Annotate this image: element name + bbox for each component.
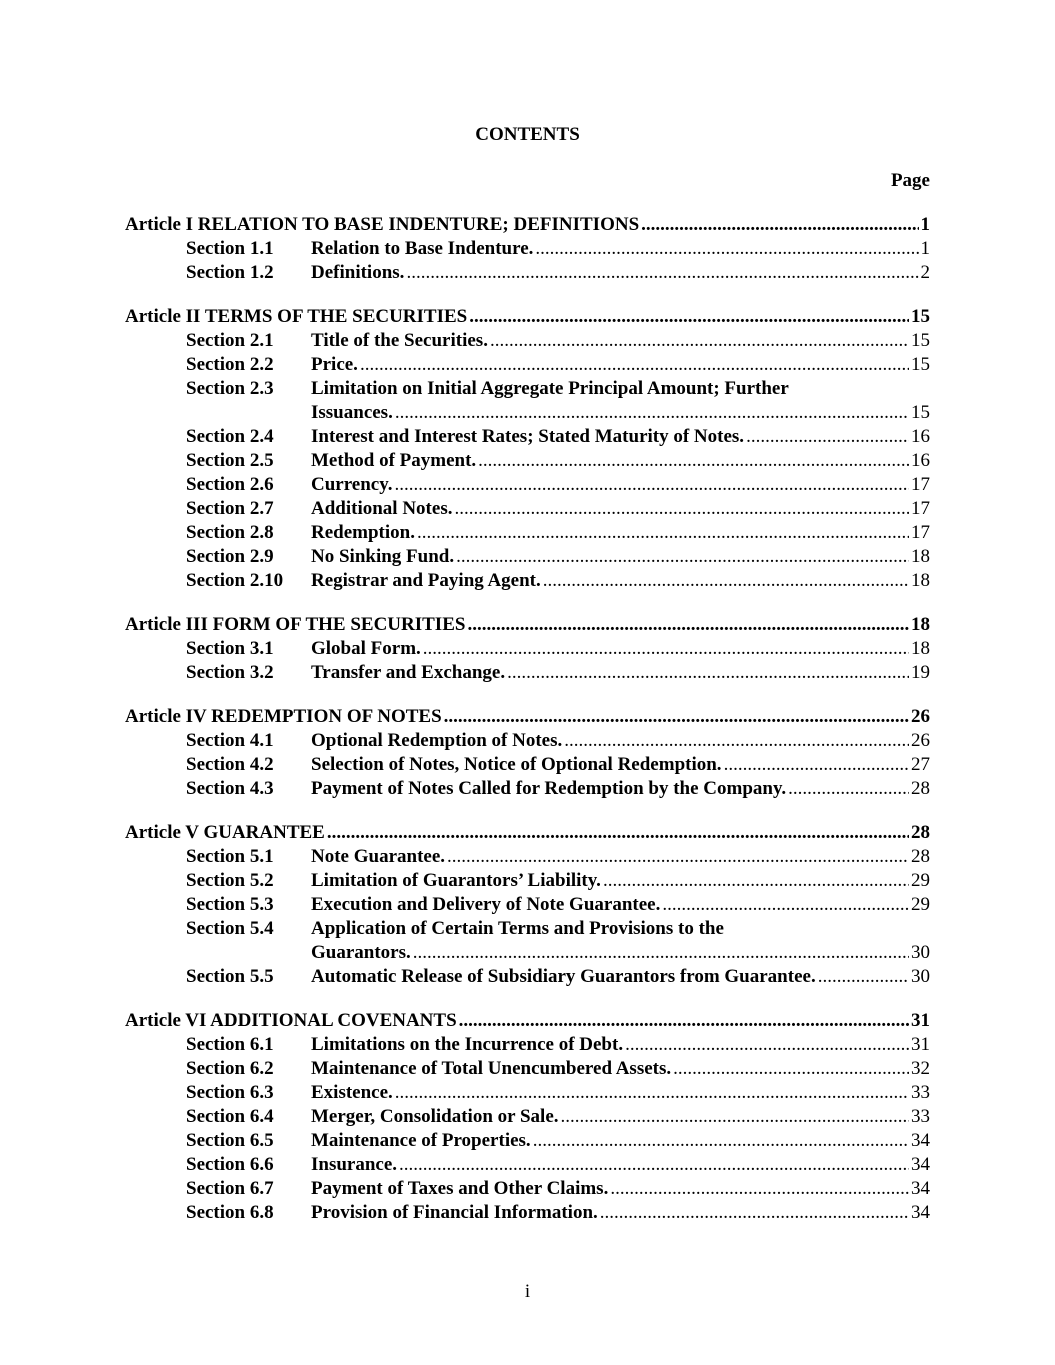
section-page-number: 18 (911, 546, 930, 567)
dot-leader (469, 305, 909, 329)
article-heading: Article III FORM OF THE SECURITIES (125, 614, 466, 635)
dot-leader (394, 473, 909, 497)
toc-section-row[interactable] (125, 845, 930, 869)
dot-leader (444, 705, 909, 729)
section-page-number: 17 (911, 498, 930, 519)
section-title: Interest and Interest Rates; Stated Maturity of Notes. (311, 426, 745, 447)
dot-leader (600, 1201, 909, 1225)
section-number: Section 1.2 (186, 262, 274, 283)
dot-leader (447, 845, 909, 869)
toc-section-row[interactable] (125, 1057, 930, 1081)
article-page-number: 28 (911, 822, 930, 843)
article-heading: Article IV REDEMPTION OF NOTES (125, 706, 442, 727)
section-number: Section 2.4 (186, 426, 274, 447)
toc-section-row[interactable] (125, 637, 930, 661)
dot-leader (413, 941, 909, 965)
section-number: Section 6.3 (186, 1082, 274, 1103)
footer-page-number: i (524, 1281, 531, 1302)
section-page-number: 29 (911, 894, 930, 915)
section-number: Section 3.2 (186, 662, 274, 683)
section-title: Existence. (311, 1082, 393, 1103)
article-heading: Article VI ADDITIONAL COVENANTS (125, 1010, 457, 1031)
section-page-number: 15 (911, 354, 930, 375)
section-page-number: 34 (911, 1154, 930, 1175)
toc-article (125, 705, 930, 801)
section-page-number: 17 (911, 522, 930, 543)
dot-leader (327, 821, 909, 845)
toc-article-row[interactable] (125, 213, 930, 237)
toc-section-row[interactable] (125, 1177, 930, 1201)
dot-leader (456, 545, 909, 569)
section-number: Section 3.1 (186, 638, 274, 659)
toc-section-row[interactable] (125, 893, 930, 917)
section-title: Selection of Notes, Notice of Optional Redemption. (311, 754, 722, 775)
section-number: Section 4.3 (186, 778, 274, 799)
dot-leader (561, 1105, 909, 1129)
toc-article (125, 1009, 930, 1225)
section-page-number: 30 (911, 942, 930, 963)
dot-leader (662, 893, 909, 917)
section-title: Limitation of Guarantors’ Liability. (311, 870, 601, 891)
toc-section-row[interactable] (125, 425, 930, 449)
section-number: Section 2.7 (186, 498, 274, 519)
section-title: Maintenance of Total Unencumbered Assets. (311, 1058, 672, 1079)
toc-section-row[interactable] (125, 1033, 930, 1057)
section-page-number: 15 (911, 402, 930, 423)
section-title: No Sinking Fund. (311, 546, 455, 567)
section-page-number: 33 (911, 1106, 930, 1127)
toc-article (125, 821, 930, 989)
section-page-number: 33 (911, 1082, 930, 1103)
section-title: Merger, Consolidation or Sale. (311, 1106, 559, 1127)
section-number: Section 2.8 (186, 522, 274, 543)
article-page-number: 31 (911, 1010, 930, 1031)
section-number: Section 2.6 (186, 474, 274, 495)
section-number: Section 2.2 (186, 354, 274, 375)
section-title: Note Guarantee. (311, 846, 446, 867)
dot-leader (467, 613, 909, 637)
section-page-number: 18 (911, 638, 930, 659)
section-title: Guarantors. (311, 942, 411, 963)
dot-leader (610, 1177, 909, 1201)
article-heading: Article V GUARANTEE (125, 822, 325, 843)
dot-leader (399, 1153, 909, 1177)
toc-article (125, 613, 930, 685)
dot-leader (478, 449, 909, 473)
toc-section-row[interactable] (125, 329, 930, 353)
section-number: Section 2.5 (186, 450, 274, 471)
dot-leader (625, 1033, 909, 1057)
toc-section-row[interactable] (125, 965, 930, 989)
toc-article (125, 305, 930, 593)
dot-leader (395, 1081, 909, 1105)
section-title: Maintenance of Properties. (311, 1130, 531, 1151)
section-title: Currency. (311, 474, 393, 495)
section-number: Section 4.1 (186, 730, 274, 751)
section-page-number: 34 (911, 1202, 930, 1223)
section-title: Limitations on the Incurrence of Debt. (311, 1034, 624, 1055)
section-page-number: 2 (920, 262, 930, 283)
section-title: Automatic Release of Subsidiary Guarantors from Guarantee. (311, 966, 816, 987)
dot-leader (641, 213, 918, 237)
dot-leader (673, 1057, 909, 1081)
dot-leader (818, 965, 909, 989)
toc-section-row[interactable] (125, 729, 930, 753)
section-number: Section 5.3 (186, 894, 274, 915)
toc-section-row[interactable] (125, 753, 930, 777)
section-page-number: 26 (911, 730, 930, 751)
section-title: Limitation on Initial Aggregate Principal Amount; Further (311, 378, 789, 399)
toc-article-row[interactable] (125, 1009, 930, 1033)
dot-leader (533, 1129, 909, 1153)
toc-section-row[interactable] (125, 1105, 930, 1129)
section-number: Section 5.5 (186, 966, 274, 987)
toc-section-row[interactable] (125, 1081, 930, 1105)
dot-leader (746, 425, 909, 449)
section-title: Global Form. (311, 638, 421, 659)
section-number: Section 6.2 (186, 1058, 274, 1079)
section-title: Title of the Securities. (311, 330, 488, 351)
dot-leader (535, 237, 918, 261)
section-number: Section 6.6 (186, 1154, 274, 1175)
section-title: Registrar and Paying Agent. (311, 570, 541, 591)
dot-leader (543, 569, 909, 593)
toc-section-row[interactable] (125, 545, 930, 569)
section-title: Payment of Notes Called for Redemption by the Company. (311, 778, 787, 799)
section-number: Section 5.1 (186, 846, 274, 867)
section-title: Issuances. (311, 402, 393, 423)
article-page-number: 1 (920, 214, 930, 235)
section-title: Optional Redemption of Notes. (311, 730, 563, 751)
section-page-number: 28 (911, 778, 930, 799)
toc-section-row[interactable] (125, 1201, 930, 1225)
section-page-number: 28 (911, 846, 930, 867)
section-page-number: 19 (911, 662, 930, 683)
dot-leader (360, 353, 909, 377)
toc-article-row[interactable] (125, 705, 930, 729)
dot-leader (788, 777, 909, 801)
toc-article (125, 213, 930, 285)
section-number: Section 2.3 (186, 378, 274, 399)
section-page-number: 18 (911, 570, 930, 591)
toc-section-row[interactable] (125, 1153, 930, 1177)
toc-section-row[interactable] (125, 941, 930, 965)
section-page-number: 27 (911, 754, 930, 775)
section-page-number: 16 (911, 450, 930, 471)
section-title: Execution and Delivery of Note Guarantee. (311, 894, 661, 915)
section-number: Section 4.2 (186, 754, 274, 775)
section-title: Method of Payment. (311, 450, 477, 471)
section-number: Section 2.1 (186, 330, 274, 351)
toc-section-row[interactable] (125, 237, 930, 261)
dot-leader (564, 729, 909, 753)
section-page-number: 34 (911, 1130, 930, 1151)
toc-section-row[interactable] (125, 569, 930, 593)
toc-title: CONTENTS (475, 124, 580, 145)
section-page-number: 15 (911, 330, 930, 351)
section-title: Relation to Base Indenture. (311, 238, 534, 259)
article-heading: Article I RELATION TO BASE INDENTURE; DEFINITIONS (125, 214, 640, 235)
section-number: Section 5.2 (186, 870, 274, 891)
section-page-number: 34 (911, 1178, 930, 1199)
toc-article-row[interactable] (125, 305, 930, 329)
toc-section-row[interactable] (125, 1129, 930, 1153)
section-number: Section 2.10 (186, 570, 284, 591)
toc-section-row[interactable] (125, 777, 930, 801)
dot-leader (603, 869, 909, 893)
section-title: Payment of Taxes and Other Claims. (311, 1178, 609, 1199)
toc-section-row[interactable] (125, 869, 930, 893)
section-number: Section 1.1 (186, 238, 274, 259)
section-page-number: 1 (920, 238, 930, 259)
section-page-number: 29 (911, 870, 930, 891)
dot-leader (406, 261, 918, 285)
toc-section-row[interactable] (125, 473, 930, 497)
toc-section-row[interactable] (125, 661, 930, 685)
toc-article-row[interactable] (125, 821, 930, 845)
section-title: Application of Certain Terms and Provisions to the (311, 918, 724, 939)
dot-leader (395, 401, 909, 425)
section-number: Section 6.5 (186, 1130, 274, 1151)
section-title: Definitions. (311, 262, 405, 283)
section-title: Price. (311, 354, 358, 375)
article-page-number: 18 (911, 614, 930, 635)
dot-leader (724, 753, 909, 777)
section-title: Redemption. (311, 522, 415, 543)
section-page-number: 31 (911, 1034, 930, 1055)
section-page-number: 16 (911, 426, 930, 447)
toc-section-row[interactable] (125, 377, 930, 401)
toc-section-row[interactable] (125, 449, 930, 473)
section-title: Transfer and Exchange. (311, 662, 506, 683)
section-title: Additional Notes. (311, 498, 453, 519)
article-heading: Article II TERMS OF THE SECURITIES (125, 306, 468, 327)
article-page-number: 15 (911, 306, 930, 327)
dot-leader (507, 661, 909, 685)
section-title: Insurance. (311, 1154, 398, 1175)
article-page-number: 26 (911, 706, 930, 727)
section-number: Section 6.4 (186, 1106, 274, 1127)
section-number: Section 5.4 (186, 918, 274, 939)
toc-section-row[interactable] (125, 353, 930, 377)
section-page-number: 32 (911, 1058, 930, 1079)
dot-leader (490, 329, 909, 353)
dot-leader (417, 521, 909, 545)
section-number: Section 6.7 (186, 1178, 274, 1199)
section-number: Section 2.9 (186, 546, 274, 567)
page-column-header: Page (890, 170, 930, 191)
toc-section-row[interactable] (125, 521, 930, 545)
toc-section-row[interactable] (125, 401, 930, 425)
table-of-contents (125, 213, 930, 1245)
dot-leader (423, 637, 909, 661)
section-number: Section 6.8 (186, 1202, 274, 1223)
section-title: Provision of Financial Information. (311, 1202, 598, 1223)
toc-section-row[interactable] (125, 261, 930, 285)
section-page-number: 30 (911, 966, 930, 987)
toc-article-row[interactable] (125, 613, 930, 637)
section-number: Section 6.1 (186, 1034, 274, 1055)
dot-leader (454, 497, 909, 521)
section-page-number: 17 (911, 474, 930, 495)
toc-section-row[interactable] (125, 497, 930, 521)
dot-leader (459, 1009, 909, 1033)
toc-section-row[interactable] (125, 917, 930, 941)
